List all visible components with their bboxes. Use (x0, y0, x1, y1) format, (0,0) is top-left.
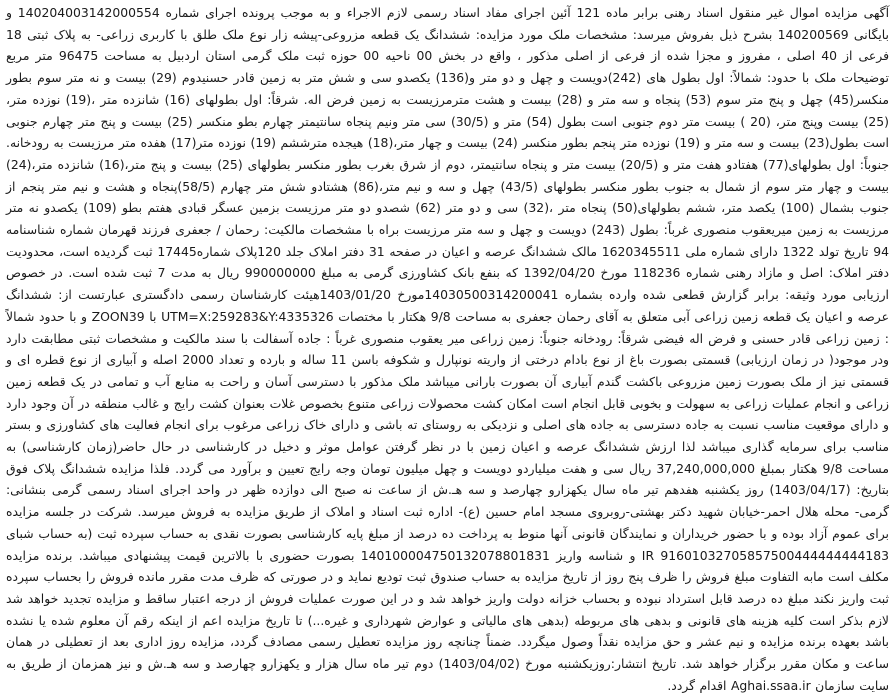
auction-notice-text: آگهی مزایده اموال غیر منقول اسناد رهنی برابر ماده 121 آئین اجرای مفاد اسناد رسمی لازم الاجراء و به موجب پرونده اجرای شماره 140204003142000554 و بایگانی 140200569 بشرح ذیل بفروش میرسد: مشخصات ملک مورد مزایده: ششدانگ یک قطعه مزروعی-پیشه زار نوع ملک طلق با کاربری زراعی- به پلاک ثبتی 18 فرعی از 40 اصلی ، مفروز و مجزا شده از فرعی از اصلی مذکور ، واقع در بخش 00 ناحیه 00 حوزه ثبت ملک گرمی استان اردبیل به مساحت 96475 متر مربع توضیحات ملک با حدود: شمالاً: اول بطول های (242)دویست و چهل و دو متر و(136) یکصدو سی و شش متر به زمین قادر حسنیدوم (29) بیست و نه متر سوم بطور منکسر(45) چهل و پنج متر سوم (53) پنجاه و سه متر و (28) بیست و هشت مترمرزیست به زمین فرض اله. شرقاً: اول بطولهای (16) شانزده متر ،(19) نوزده متر،(25) بیست وپنج متر، (20 ) بیست متر دوم جنوبی است بطول (54) متر و (30/5) سی متر ونیم پنجاه سانتیمتر چهارم بطو منکسر (25) بیست و پنج متر چهارم جنوبی است بطول(23) بیست و سه متر و (19) نوزده متر پنجم بطور منکسر (24) بیست و چهار متر،(18) هیجده مترششم (19) نوزده متر(17) هفده متر مرزیست به رودخانه. جنوباً: اول بطولهای(77) هفتادو هفت متر و (20/5) بیست متر و پنجاه سانتیمتر، دوم از شرق بغرب بطور منکسر بطولهای (25) بیست و پنج متر،(16) شانزده متر،(24) بیست و چهار متر سوم از شمال به جنوب بطور منکسر بطولهای (43/5) چهل و سه و نیم متر،(86) هشتادو شش متر چهارم (58/5)پنجاه و هشت و نیم متر پنجم از جنوب بشمال (100) یکصد متر، ششم بطولهای(50) پنجاه متر ،(32) سی و دو متر (62) شصدو دو متر مرزیست بزمین عسگر قبادی هفتم بطو (109) یکصدو نه متر مرزیست به زمین میریعقوب منصوری غرباً: بطول (243) دویست و چهل و سه متر مرزیست براه با مشخصات مالکیت: رحمان / جعفری فرزند قهرمان شماره شناسنامه 94 تاریخ تولد 1322 دارای شماره ملی 1620345511 مالک ششدانگ عرصه و اعیان در صفحه 31 دفتر املاک جلد 120پلاک شماره17445 ثبت گردیده است، محدودیت دفتر املاک: اصل و مازاد رهنی شماره 118236 مورخ 1392/04/20 که بنفع بانک کشاورزی گرمی به مبلغ 990000000 ریال به مدت 7 ثبت شده است. در خصوص ارزیابی مورد وثیقه: برابر گزارش قطعی شده وارده بشماره 14030500314200041مورخ 1403/01/20هیئت کارشناسان رسمی دادگستری عبارتست از: ششدانگ عرصه و اعیان یک قطعه زمین زراعی آبی متعلق به آقای رحمان جعفری به مساحت 9/8 هکتار با مختصات UTM=X:259283&Y:4335326 با ZOON39 و با حدود شمالاً : زمین زراعی قادر حسنی و فرض اله فیضی شرقاً: رودخانه جنوباً: زمین زراعی میر یعقوب منصوری غرباً : جاده آسفالت با سند مالکیت و مشخصات ثبتی مطابقت دارد ودر موجود( در زمان ارزیابی) قسمتی بصورت باغ از نوع بادام درختی از واریته نونپارل و شکوفه باسن 11 ساله و بارده و تعداد 2000 اصله و آبیاری از نوع قطره ای و قسمتی نیز از ملک بصورت زمین مزروعی باکشت گندم آبیاری آن بصورت بارانی میباشد ملک مذکور با دسترسی آسان و راحت به منابع آب و تمامی در یک قطعه زمین زراعی و انجام عملیات زراعی به سهولت و بخوبی قابل انجام است امکان کشت محصولات زراعی متنوع بخصوص غلات بعنوان کشت رایج و غالب منطقه در آن وجود دارد و دارای موقعیت مناسب نسبت به جاده دسترسی به جاده های اصلی و نزدیکی به روستای ته باشی و دارای خاک زراعی مرغوب برای انجام فعالیت های کشاورزی و بستر مناسب برای سرمایه گذاری میباشد لذا ارزش ششدانگ عرصه و اعیان زمین با در نظر گرفتن عوامل موثر و دخیل در کارشناسی در حال حاضر(زمان کارشناسی) به مساحت 9/8 هکتار بمبلغ 37,240,000,000 ریال سی و هفت میلیاردو دویست و چهل میلیون تومان وجه رایج تعیین و برآورد می گردد. فلذا مزایده ششدانگ پلاک فوق بتاریخ: (1403/04/17) روز یکشنبه هفدهم تیر ماه سال یکهزارو چهارصد و سه هـ.ش از ساعت نه صبح الی دوازده ظهر در واحد اجرای اسناد رسمی گرمی بنشانی: گرمی- محله هلال احمر-خیابان شهید دکتر بهشتی-روبروی مسجد امام حسین (ع)- اداره ثبت اسناد و املاک از طریق مزایده به فروش میرسد. شرکت در جلسه مزایده برای عموم آزاد بوده و با حضور خریداران و نمایندگان قانونی آنها منوط به پرداخت ده درصد از مبلغ پایه کارشناسی بصورت نقدی به حساب سپرده ثبت (به حساب شبای IR 91601032705857500444444444183 و شناسه واریز 140100004750132078801831 بصورت حضوری با بالاترین قیمت پیشنهادی میباشد. برنده مزایده مکلف است مابه التفاوت مبلغ فروش را ظرف پنج روز از تاریخ مزایده به حساب صندوق ثبت تودیع نماید و در صورتی که ظرف مدت مقرر مانده فروش را بحساب سپرده ثبت واریز نکند مبلغ ده درصد قابل استرداد نبوده و بحساب خزانه دولت واریز خواهد شد و در این صورت عملیات فروش از درجه اعتبار ساقط و مزایده تجدید خواهد شد لازم بذکر است کلیه هزینه های قانونی و بدهی های مربوطه (بدهی های مالیاتی و عوارض شهرداری و غیره...) تا تاریخ مزایده اعم از اینکه رقم آن معلوم شده یا نشده باشد بعهده برنده مزایده و نیم عشر و حق مزایده نقداً وصول میگردد. ضمناً چنانچه روز مزایده تعطیل رسمی مصادف گردد، مزایده روز اداری بعد از تعطیلی در همان ساعت و مکان مقرر برگزار خواهد شد. تاریخ انتشار:روزیکشنبه مورخ (1403/04/02) دوم تیر ماه سال هزار و یکهزارو چهارصد و سه هـ.ش و نیز همزمان از طریق به سایت سازمان Aghai.ssaa.ir اقدام گردد. (6, 5, 890, 693)
